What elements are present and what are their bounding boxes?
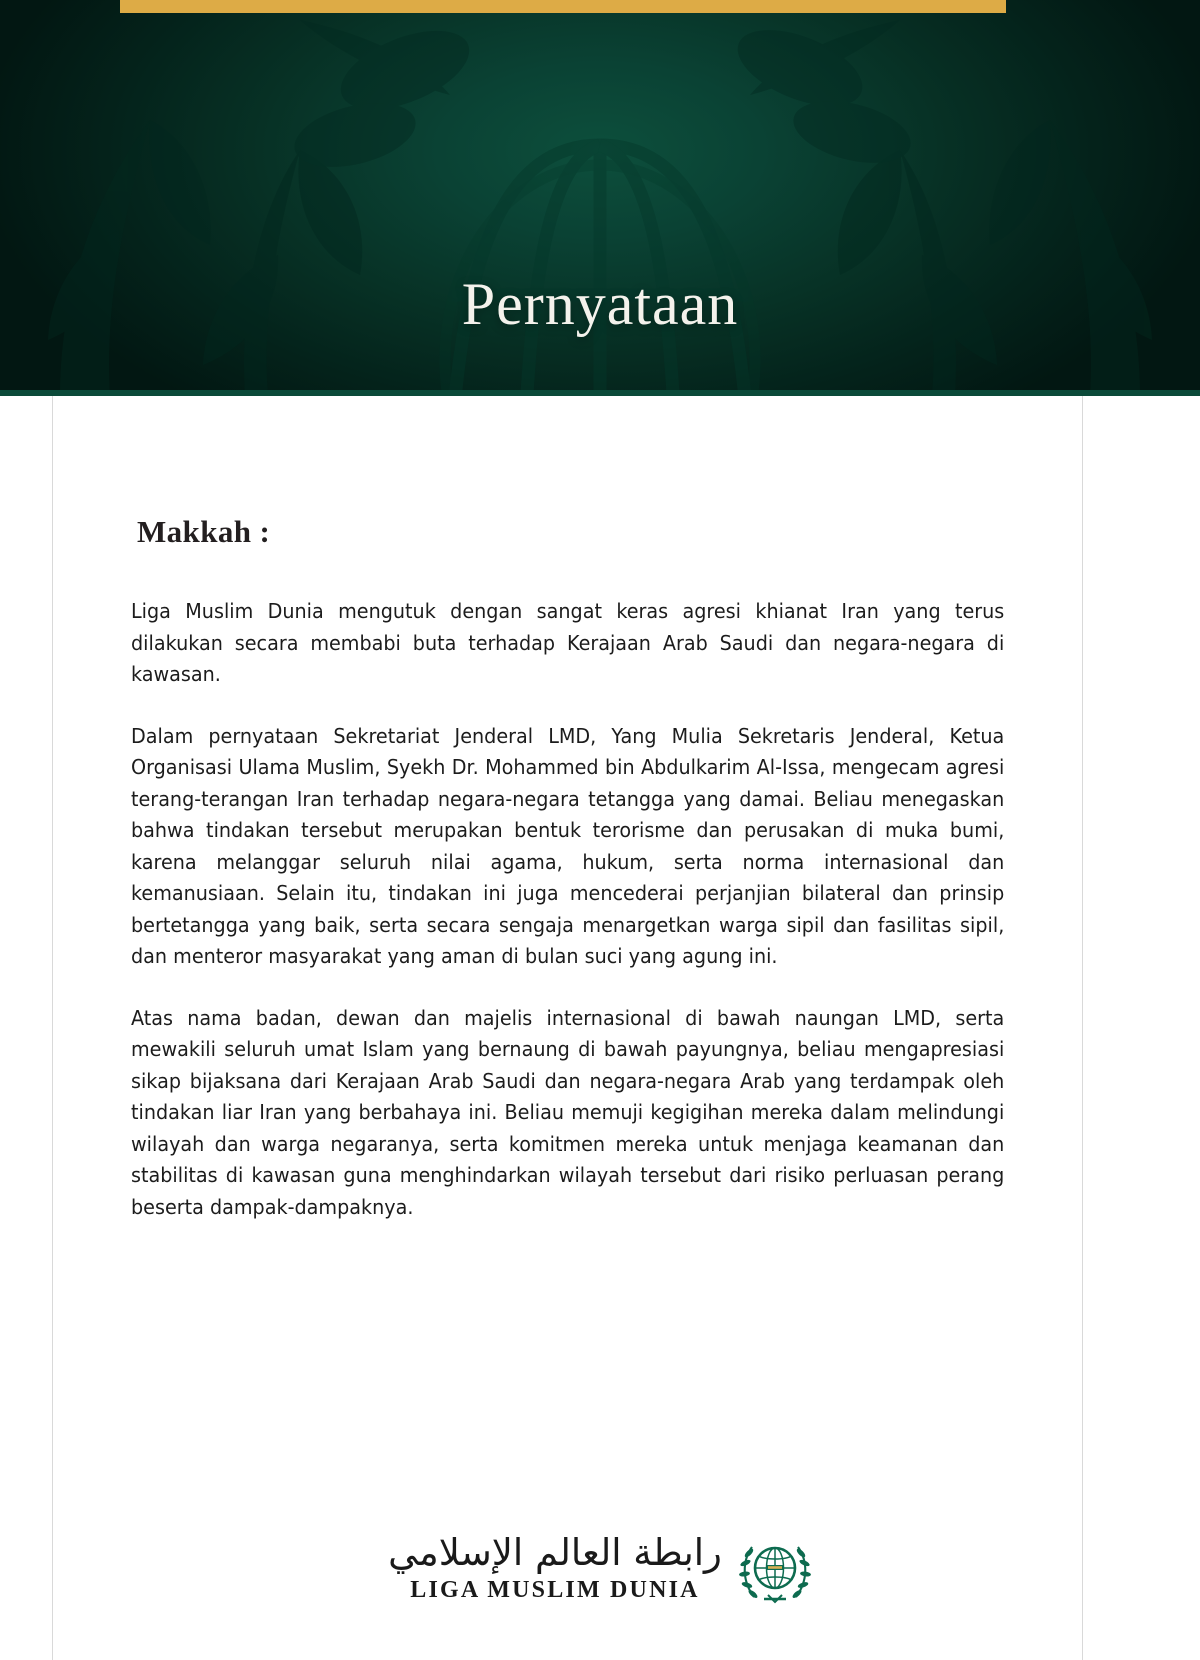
logo-text-block [388, 1532, 722, 1604]
gold-accent-bar [120, 0, 1006, 13]
globe-wreath-emblem-icon [738, 1527, 812, 1609]
footer-logo [0, 1527, 1200, 1609]
paragraph-1: Liga Muslim Dunia mengutuk dengan sangat keras agresi khianat Iran yang terus dilakukan secara membabi buta terhadap Kerajaan Arab Saudi dan negara-negara di kawasan. [131, 599, 1005, 686]
header-bottom-rule [0, 390, 1200, 396]
header-banner [0, 0, 1200, 396]
dateline-heading: Makkah : [137, 514, 271, 549]
globe-watermark-icon [390, 120, 810, 396]
paragraph-3: Atas nama badan, dewan dan majelis internasional di bawah naungan LMD, serta mewakili seluruh umat Islam yang bernaung di bawah payungnya, beliau mengapresiasi sikap bijaksana dari Kerajaan Arab Saudi dan negara-negara Arab yang terdampak oleh tindakan liar Iran yang berbahaya ini. Beliau memuji kegigihan mereka dalam melindungi wilayah dan warga negaranya, serta komitmen mereka untuk menjaga keamanan dan stabilitas di kawasan guna menghindarkan wilayah tersebut dari risiko perluasan perang beserta dampak-dampaknya. [131, 1005, 1005, 1219]
page-title: Pernyataan [461, 271, 739, 337]
paragraph-2: Dalam pernyataan Sekretariat Jenderal LMD, Yang Mulia Sekretaris Jenderal, Ketua Organisasi Ulama Muslim, Syekh Dr. Mohammed bin Abdulkarim Al-Issa, mengecam agresi terang-terangan Iran terhadap negara-negara tetangga yang damai. Beliau menegaskan bahwa tindakan tersebut merupakan bentuk terorisme dan perusakan di muka bumi, karena melanggar seluruh nilai agama, hukum, serta norma internasional dan kemanusiaan. Selain itu, tindakan ini juga mencederai perjanjian bilateral dan prinsip bertetangga yang baik, serta secara sengaja menargetkan warga sipil dan fasilitas sipil, dan menteror masyarakat yang aman di bulan suci yang agung ini. [131, 723, 1005, 968]
left-margin-rule [52, 396, 53, 1660]
right-margin-rule [1082, 396, 1083, 1660]
article-content [131, 396, 1004, 1223]
logo-latin-name: LIGA MUSLIM DUNIA [410, 1576, 700, 1603]
document-body [0, 396, 1200, 1660]
logo-arabic-calligraphy: رابطة العالم الإسلامي [388, 1531, 722, 1575]
